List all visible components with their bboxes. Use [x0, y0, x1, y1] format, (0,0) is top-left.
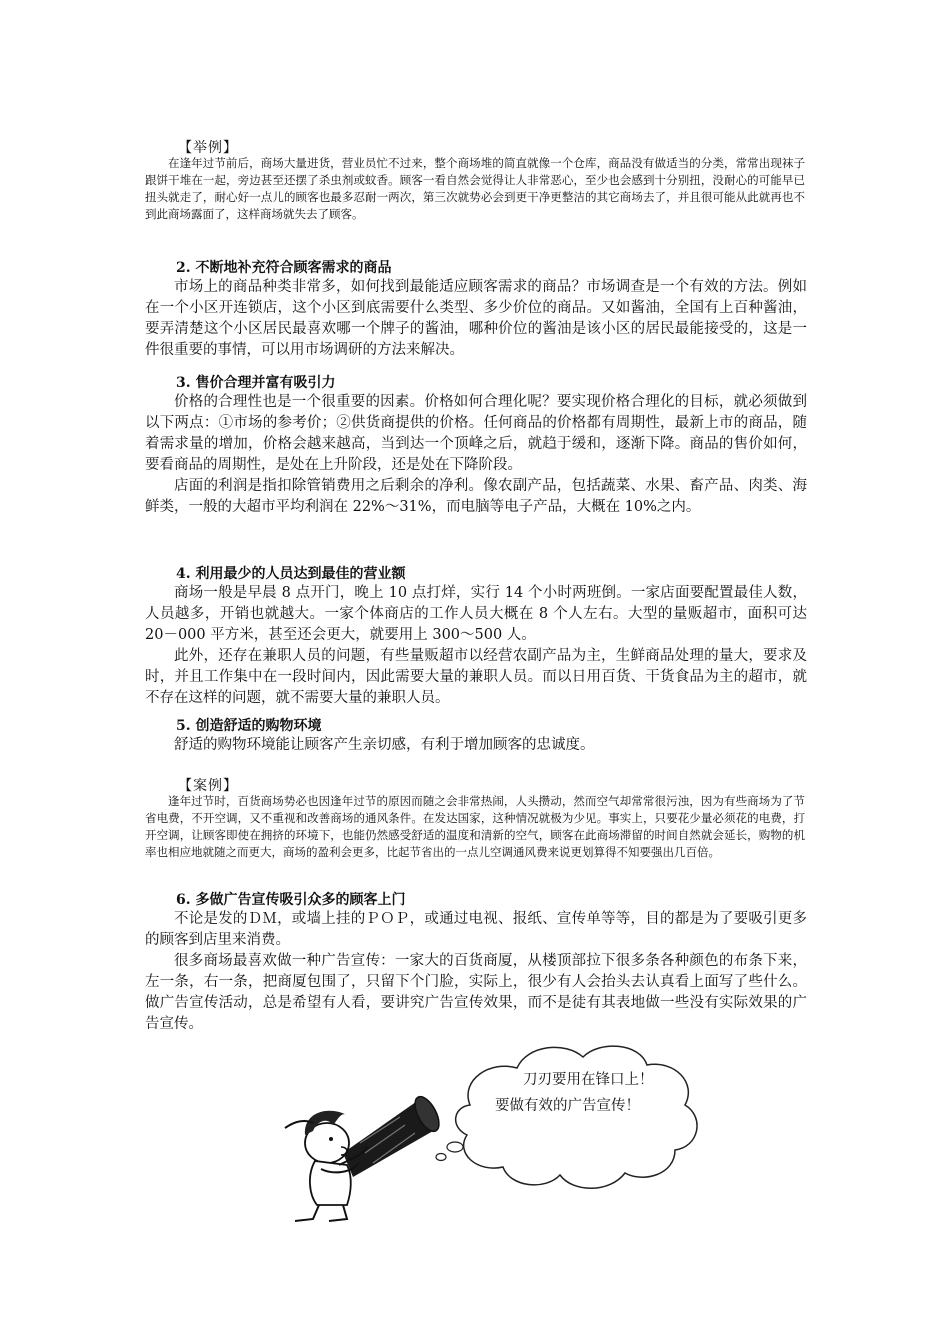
- section-6-body: [145, 909, 807, 1035]
- section-3-paragraph-1: 价格的合理性也是一个很重要的因素。价格如何合理化呢？要实现价格合理化的目标，就必须做到以下两点：①市场的参考价；②供货商提供的价格。任何商品的价格都有周期性，最新上市的商品，随着需求量的增加，价格会越来越高，当到达一个顶峰之后，就趋于缓和，逐渐下降。商品的售价如何，要看商品的周期性，是处在上升阶段，还是处在下降阶段。: [145, 394, 807, 473]
- megaphone-cartoon-illustration: [255, 1035, 705, 1225]
- section-5-paragraph-1: 舒适的购物环境能让顾客产生亲切感，有利于增加顾客的忠诚度。: [174, 737, 595, 753]
- section-6-paragraph-1: 不论是发的ＤＭ，或墙上挂的ＰＯＰ，或通过电视、报纸、宣传单等等，目的都是为了要吸引更多的顾客到店里来消费。: [145, 911, 807, 948]
- example-paragraph: [145, 155, 805, 223]
- section-4-paragraph-2: 此外，还存在兼职人员的问题，有些量贩超市以经营农副产品为主，生鲜商品处理的量大，要求及时，并且工作集中在一段时间内，因此需要大量的兼职人员。而以日用百货、干货食品为主的超市，就不存在这样的问题，就不需要大量的兼职人员。: [145, 648, 807, 706]
- section-5-body: [145, 735, 807, 756]
- section-4-body: [145, 583, 807, 709]
- section-6-heading: 6. 多做广告宣传吸引众多的顾客上门: [176, 892, 406, 908]
- example-tag: 【举例】: [178, 140, 238, 156]
- bubble-line-1: 刀刃要用在锋口上！: [523, 1072, 654, 1088]
- man-with-megaphone: [285, 1093, 444, 1221]
- section-2-heading: 2. 不断地补充符合顾客需求的商品: [176, 260, 392, 276]
- section-4-paragraph-1: 商场一般是早晨 8 点开门，晚上 10 点打烊，实行 14 个小时两班倒。一家店面要配置最佳人数，人员越多，开销也就越大。一家个体商店的工作人员大概在 8 个人左右。大型的量贩超市，面积可达 20－000 平方米，甚至还会更大，就要用上 300～500 人。: [145, 585, 807, 643]
- case-paragraph: [145, 793, 805, 861]
- section-3-paragraph-2: 店面的利润是指扣除管销费用之后剩余的净利。像农副产品，包括蔬菜、水果、畜产品、肉类、海鲜类，一般的大超市平均利润在 22%～31%，而电脑等电子产品，大概在 10%之内。: [145, 478, 807, 515]
- bubble-line-2: 要做有效的广告宣传！: [495, 1098, 640, 1114]
- example-text: 在逢年过节前后，商场大量进货，营业员忙不过来，整个商场堆的简直就像一个仓库，商品没有做适当的分类，常常出现袜子跟饼干堆在一起，旁边甚至还摆了杀虫剂或蚊香。顾客一看自然会觉得让人非常恶心，至少也会感到十分别扭，没耐心的可能早已扭头就走了，耐心好一点儿的顾客也最多忍耐一两次，第三次就势必会到更干净更整洁的其它商场去了，并且很可能从此就再也不到此商场露面了，这样商场就失去了顾客。: [145, 156, 805, 221]
- section-2-paragraph-1: 市场上的商品种类非常多，如何找到最能适应顾客需求的商品？市场调查是一个有效的方法。例如在一个小区开连锁店，这个小区到底需要什么类型、多少价位的商品。又如酱油，全国有上百种酱油，要弄清楚这个小区居民最喜欢哪一个牌子的酱油，哪种价位的酱油是该小区的居民最能接受的，这是一件很重要的事情，可以用市场调研的方法来解决。: [145, 279, 807, 358]
- section-4-heading: 4. 利用最少的人员达到最佳的营业额: [176, 566, 406, 582]
- section-3-body: [145, 392, 807, 518]
- section-3-heading: 3. 售价合理并富有吸引力: [176, 375, 336, 391]
- section-2-body: [145, 277, 807, 361]
- section-6-paragraph-2: 很多商场最喜欢做一种广告宣传：一家大的百货商厦，从楼顶部拉下很多条各种颜色的布条下来，左一条，右一条，把商厦包围了，只留下个门脸，实际上，很少有人会抬头去认真看上面写了些什么。做广告宣传活动，总是希望有人看，要讲究广告宣传效果，而不是徒有其表地做一些没有实际效果的广告宣传。: [145, 953, 807, 1032]
- section-5-heading: 5. 创造舒适的购物环境: [176, 718, 322, 734]
- case-text: 逢年过节时，百货商场势必也因逢年过节的原因而随之会非常热闹，人头攒动，然而空气却常常很污浊，因为有些商场为了节省电费，不开空调，又不重视和改善商场的通风条件。在发达国家，这种情况就极为少见。事实上，只要花少量必须花的电费，打开空调，让顾客即使在拥挤的环境下，也能仍然感受舒适的温度和清新的空气，顾客在此商场滞留的时间自然就会延长，购物的机率也相应地就随之而更大，商场的盈利会更多，比起节省出的一点儿空调通风费来说更划算得不知要强出几百倍。: [145, 794, 805, 859]
- case-tag: 【案例】: [178, 778, 238, 794]
- thought-bubble: [436, 1046, 697, 1188]
